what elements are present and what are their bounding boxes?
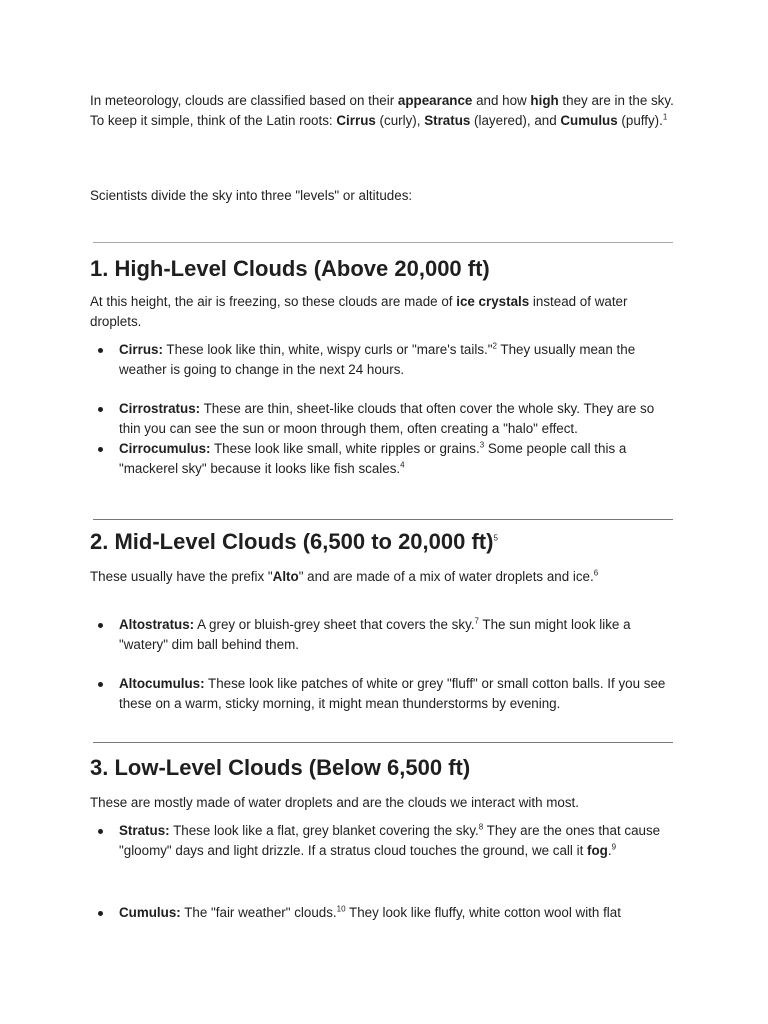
list-item-term: Cirrocumulus: <box>119 441 211 456</box>
desc-bold: ice crystals <box>456 294 530 309</box>
bullet-icon <box>98 407 103 412</box>
list-item-text: . <box>607 843 612 858</box>
footnote-ref[interactable]: 6 <box>593 568 599 578</box>
list-item-term: Altocumulus: <box>119 676 205 691</box>
intro-levels-paragraph: Scientists divide the sky into three "levels" or altitudes: <box>90 188 413 203</box>
list-item-text: Some people call this a "mackerel sky" because it looks like fish scales. <box>119 441 627 476</box>
intro-bold-cumulus: Cumulus <box>560 113 618 128</box>
footnote-ref[interactable]: 1 <box>662 112 668 122</box>
list-item-stratus <box>119 821 679 861</box>
section-heading-high: 1. High-Level Clouds (Above 20,000 ft) <box>90 256 490 281</box>
list-item-term: Altostratus: <box>119 617 195 632</box>
list-item-text: The sun might look like a "watery" dim ball behind them. <box>119 617 631 652</box>
list-item-cirrocumulus <box>119 439 679 479</box>
bullet-icon <box>98 682 103 687</box>
list-item-cumulus <box>119 903 679 923</box>
bullet-icon <box>98 911 103 916</box>
intro-bold-appearance: appearance <box>397 93 473 108</box>
desc-text: " and are made of a mix of water droplets and ice. <box>298 569 594 584</box>
list-item-text: A grey or bluish-grey sheet that covers the sky. <box>194 617 475 632</box>
footnote-ref[interactable]: 5 <box>493 533 498 543</box>
list-item-text: They are the ones that cause "gloomy" days and light drizzle. If a stratus cloud touches the ground, we call it <box>119 823 661 858</box>
footnote-ref[interactable]: 9 <box>611 842 617 852</box>
list-item-cirrostratus <box>119 399 679 439</box>
list-item-term: Cirrus: <box>119 342 163 357</box>
bullet-icon <box>98 623 103 628</box>
list-item-altocumulus <box>119 674 679 714</box>
list-item-term: Stratus: <box>119 823 170 838</box>
section-divider <box>93 742 673 743</box>
desc-text: At this height, the air is freezing, so these clouds are made of <box>90 294 457 309</box>
footnote-ref[interactable]: 10 <box>336 904 346 914</box>
list-item-text: These look like thin, white, wispy curls or "mare's tails." <box>162 342 493 357</box>
intro-bold-high: high <box>530 93 559 108</box>
footnote-ref[interactable]: 7 <box>474 616 479 626</box>
bullet-icon <box>98 447 103 452</box>
low-description: These are mostly made of water droplets and are the clouds we interact with most. <box>90 795 579 810</box>
list-item-text: They usually mean the weather is going to change in the next 24 hours. <box>119 342 636 377</box>
intro-paragraph <box>90 91 680 131</box>
list-item-text: These are thin, sheet-like clouds that often cover the whole sky. They are so thin you can see the sun or moon through them, often creating a "halo" effect. <box>119 401 655 436</box>
desc-text: These usually have the prefix " <box>90 569 273 584</box>
heading-text: 2. Mid-Level Clouds (6,500 to 20,000 ft) <box>90 529 494 554</box>
footnote-ref[interactable]: 4 <box>400 460 405 470</box>
section-heading-low: 3. Low-Level Clouds (Below 6,500 ft) <box>90 755 471 780</box>
list-item-cirrus <box>119 340 679 380</box>
list-item-bold: fog <box>587 843 608 858</box>
bullet-icon <box>98 829 103 834</box>
list-item-text: These look like small, white ripples or grains. <box>210 441 480 456</box>
intro-text: (layered), and <box>470 113 561 128</box>
list-item-term: Cirrostratus: <box>119 401 201 416</box>
intro-text: and how <box>472 93 531 108</box>
footnote-ref[interactable]: 8 <box>478 822 484 832</box>
intro-text: they are in the sky. To keep it simple, think of the Latin roots: <box>90 93 674 128</box>
intro-bold-cirrus: Cirrus <box>336 113 376 128</box>
intro-text: (puffy). <box>617 113 663 128</box>
list-item-text: They look like fluffy, white cotton wool with flat <box>345 905 621 920</box>
footnote-ref[interactable]: 3 <box>479 440 485 450</box>
list-item-text: The "fair weather" clouds. <box>180 905 337 920</box>
desc-text: instead of water droplets. <box>90 294 628 329</box>
list-item-term: Cumulus: <box>119 905 181 920</box>
footnote-ref[interactable]: 2 <box>492 341 497 351</box>
mid-description <box>90 567 680 587</box>
section-divider <box>93 242 673 243</box>
intro-bold-stratus: Stratus <box>424 113 471 128</box>
section-divider <box>93 519 673 520</box>
section-heading-mid <box>90 528 498 556</box>
desc-bold: Alto <box>272 569 299 584</box>
list-item-text: These look like patches of white or grey "fluff" or small cotton balls. If you see these on a warm, sticky morning, it might mean thunderstorms by evening. <box>119 676 666 711</box>
bullet-icon <box>98 348 103 353</box>
high-description <box>90 292 680 332</box>
intro-text: In meteorology, clouds are classified based on their <box>90 93 398 108</box>
intro-text: (curly), <box>375 113 425 128</box>
list-item-altostratus <box>119 615 679 655</box>
list-item-text: These look like a flat, grey blanket covering the sky. <box>169 823 479 838</box>
